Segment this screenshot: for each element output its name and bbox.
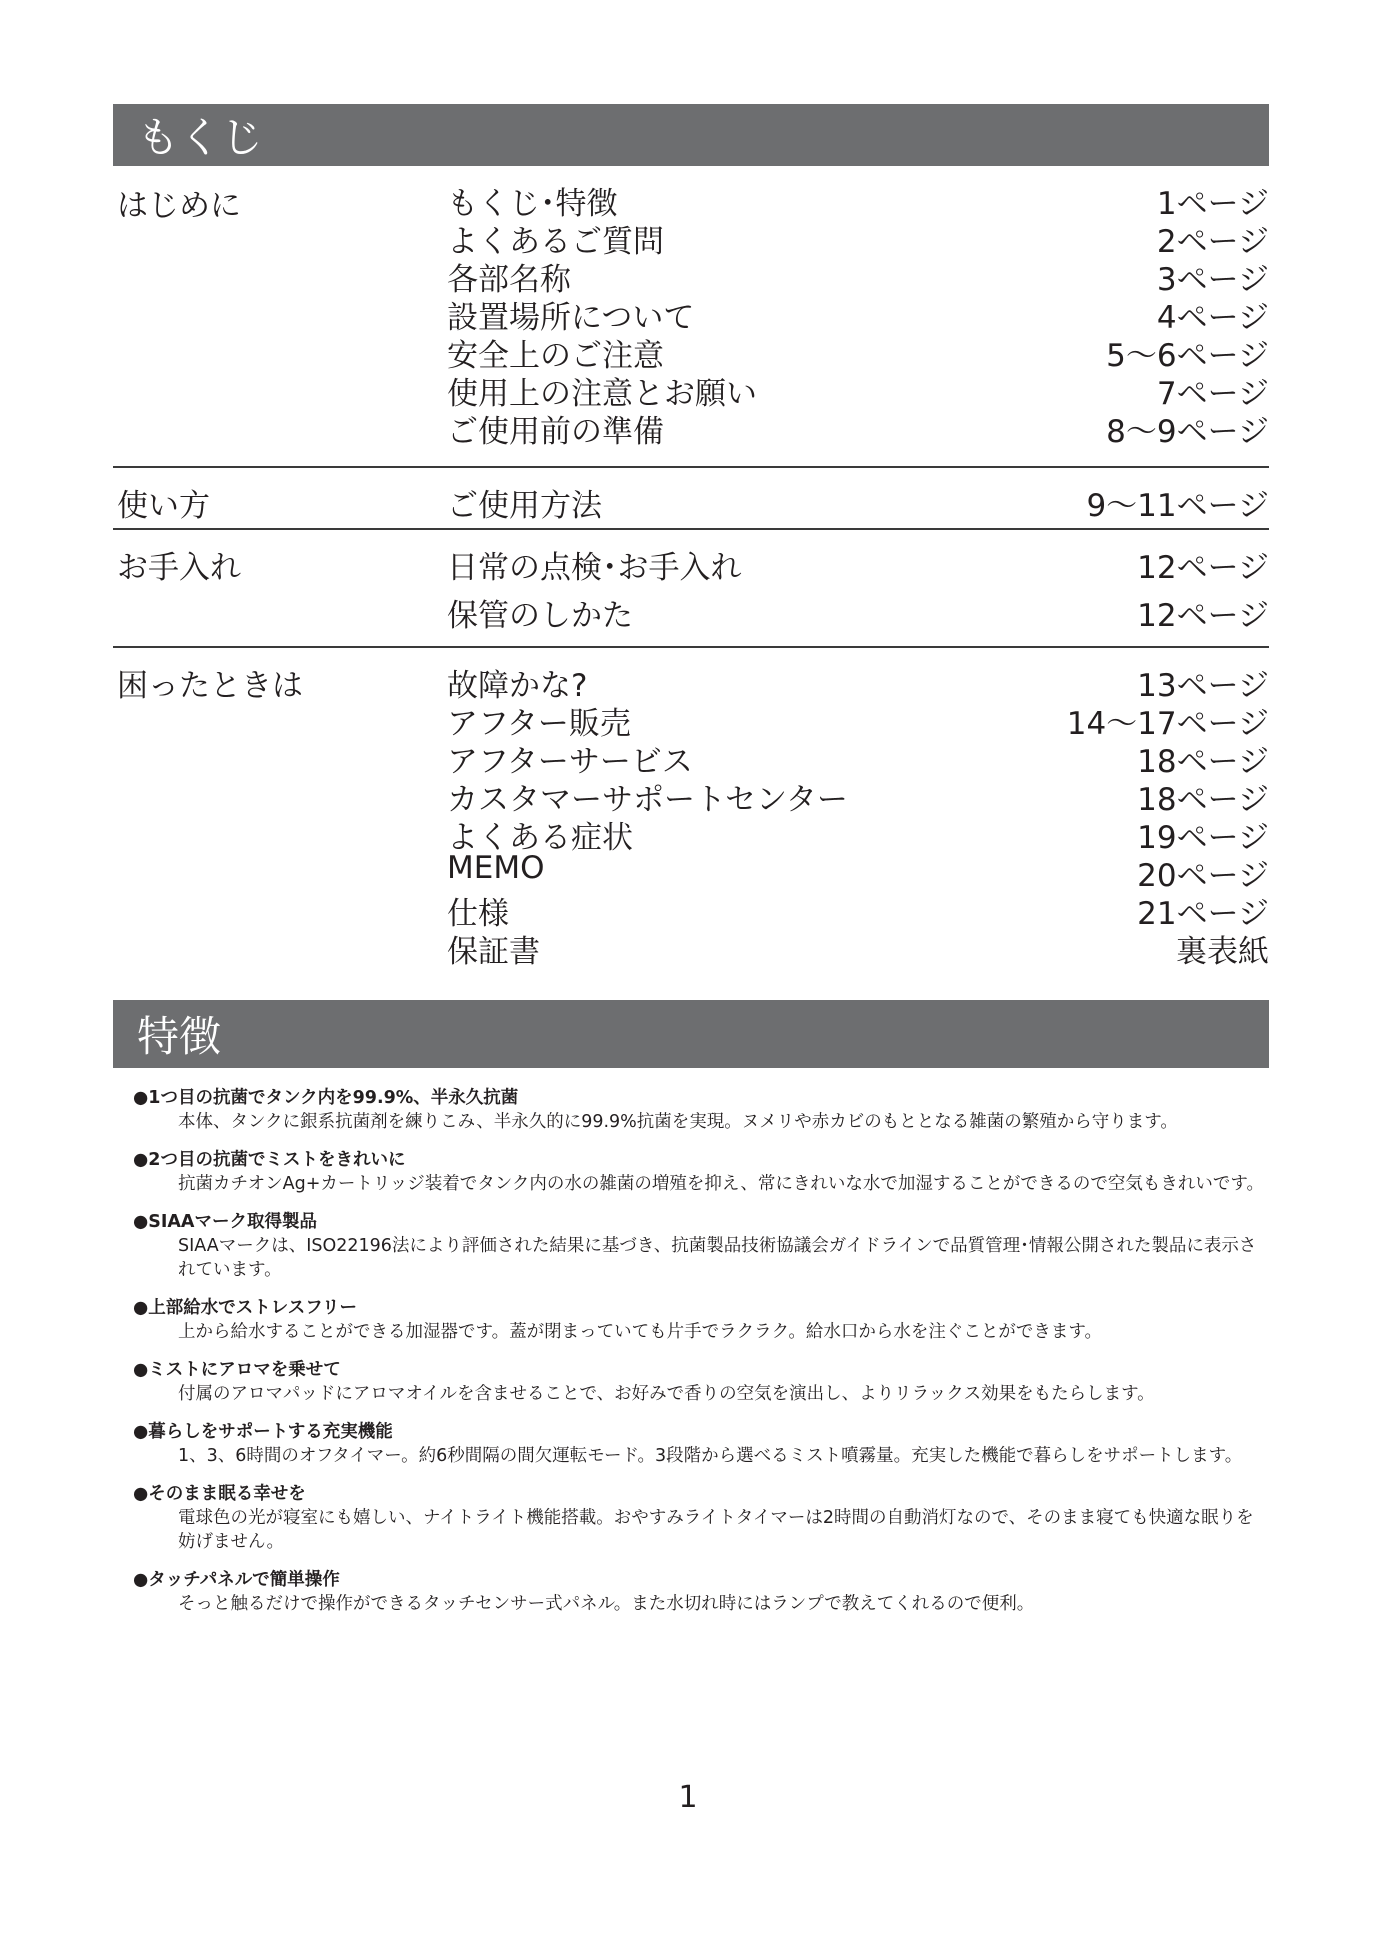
- toc-item-title: ご使用方法: [447, 488, 602, 524]
- toc-item[interactable]: [113, 330, 1269, 374]
- toc-item-page: 12ページ: [1137, 598, 1269, 634]
- toc-item-title: 安全上のご注意: [447, 338, 664, 374]
- toc-item[interactable]: [113, 736, 1269, 780]
- toc-item-title: 設置場所について: [447, 300, 695, 336]
- toc-item[interactable]: [113, 254, 1269, 298]
- toc-item[interactable]: [113, 368, 1269, 412]
- feature-title: ●ミストにアロマを乗せて: [133, 1360, 341, 1380]
- toc-item[interactable]: [113, 774, 1269, 818]
- toc-item-page: 8～9ページ: [1106, 414, 1269, 450]
- feature-title: ●上部給水でストレスフリー: [133, 1298, 358, 1318]
- toc-group-care: [113, 530, 1269, 648]
- toc-item[interactable]: [113, 660, 1269, 704]
- toc-item-title: よくあるご質問: [447, 224, 664, 260]
- toc-item-page: 4ページ: [1156, 300, 1269, 336]
- toc-item[interactable]: [113, 480, 1269, 524]
- toc-group-introduction: [113, 172, 1269, 468]
- toc-item-page: 12ページ: [1137, 550, 1269, 586]
- toc-item-page: 18ページ: [1137, 744, 1269, 780]
- feature-item: [133, 1482, 1283, 1554]
- feature-item: [133, 1210, 1283, 1282]
- toc-category: 困ったときは: [117, 668, 303, 704]
- toc-category: はじめに: [117, 188, 241, 224]
- feature-body: 1、3、6時間のオフタイマー。約6秒間隔の間欠運転モード。3段階から選べるミスト噴霧量。充実した機能で暮らしをサポートします。: [178, 1446, 1243, 1466]
- toc-group-usage: [113, 468, 1269, 530]
- toc-group-troubleshooting: [113, 648, 1269, 968]
- page-number: 1: [678, 1780, 698, 1815]
- toc-item-page: 1ページ: [1156, 186, 1269, 222]
- toc-item-page: 20ページ: [1137, 858, 1269, 894]
- toc-item[interactable]: [113, 926, 1269, 970]
- toc-item[interactable]: [113, 216, 1269, 260]
- feature-body: 上から給水することができる加湿器です。蓋が閉まっていても片手でラクラク。給水口から水を注ぐことができます。: [178, 1322, 1102, 1342]
- features-list: [133, 1086, 1283, 1630]
- toc-item-title: カスタマーサポートセンター: [447, 782, 848, 818]
- table-of-contents: [113, 172, 1269, 968]
- feature-item: [133, 1296, 1283, 1344]
- toc-item-title: 保証書: [447, 934, 540, 970]
- toc-item-title: 故障かな?: [447, 668, 588, 704]
- toc-item-title: よくある症状: [447, 820, 633, 856]
- toc-item[interactable]: [113, 542, 1269, 590]
- toc-item-title: アフターサービス: [447, 744, 693, 780]
- feature-title: ●2つ目の抗菌でミストをきれいに: [133, 1150, 406, 1170]
- toc-item-page: 7ページ: [1156, 376, 1269, 412]
- toc-category: お手入れ: [117, 550, 241, 586]
- toc-item-page: 3ページ: [1156, 262, 1269, 298]
- toc-item[interactable]: [113, 812, 1269, 856]
- toc-item-title: 使用上の注意とお願い: [447, 376, 757, 412]
- feature-body: 付属のアロマパッドにアロマオイルを含ませることで、お好みで香りの空気を演出し、よりリラックス効果をもたらします。: [178, 1384, 1155, 1404]
- toc-item-title: 仕様: [447, 896, 509, 932]
- toc-item-title: 日常の点検･お手入れ: [447, 550, 742, 586]
- toc-item-page: 9～11ページ: [1086, 488, 1269, 524]
- toc-item[interactable]: [113, 850, 1269, 894]
- features-heading: 特徴: [113, 1000, 1269, 1068]
- toc-item-page: 21ページ: [1137, 896, 1269, 932]
- feature-title: ●SIAAマーク取得製品: [133, 1212, 317, 1232]
- toc-item[interactable]: [113, 698, 1269, 742]
- feature-body: そっと触るだけで操作ができるタッチセンサー式パネル。また水切れ時にはランプで教えてくれるので便利。: [178, 1594, 1035, 1614]
- toc-heading: もくじ: [113, 104, 1269, 166]
- feature-item: [133, 1358, 1283, 1406]
- toc-item[interactable]: [113, 178, 1269, 222]
- toc-item[interactable]: [113, 590, 1269, 634]
- feature-item: [133, 1086, 1283, 1134]
- toc-item[interactable]: [113, 888, 1269, 932]
- feature-title: ●1つ目の抗菌でタンク内を99.9%、半永久抗菌: [133, 1088, 519, 1108]
- toc-item-page: 2ページ: [1156, 224, 1269, 260]
- toc-item-page: 19ページ: [1137, 820, 1269, 856]
- feature-body: 本体、タンクに銀系抗菌剤を練りこみ、半永久的に99.9%抗菌を実現。ヌメリや赤カビのもととなる雑菌の繁殖から守ります。: [178, 1112, 1178, 1132]
- toc-item-page: 13ページ: [1137, 668, 1269, 704]
- feature-item: [133, 1568, 1283, 1616]
- toc-item-title: 各部名称: [447, 262, 571, 298]
- toc-item-page: 18ページ: [1137, 782, 1269, 818]
- feature-item: [133, 1420, 1283, 1468]
- toc-item[interactable]: [113, 292, 1269, 336]
- feature-body: SIAAマークは、ISO22196法により評価された結果に基づき、抗菌製品技術協議会ガイドラインで品質管理･情報公開された製品に表示されています。: [178, 1236, 1257, 1280]
- toc-item-title: ご使用前の準備: [447, 414, 664, 450]
- toc-item-title: MEMO: [447, 850, 545, 886]
- toc-item-page: 裏表紙: [1176, 934, 1269, 970]
- feature-title: ●暮らしをサポートする充実機能: [133, 1422, 393, 1442]
- feature-title: ●そのまま眠る幸せを: [133, 1484, 306, 1504]
- toc-item-page: 14～17ページ: [1066, 706, 1269, 742]
- toc-item-page: 5～6ページ: [1106, 338, 1269, 374]
- feature-body: 抗菌カチオンAg+カートリッジ装着でタンク内の水の雑菌の増殖を抑え、常にきれいな水で加湿することができるので空気もきれいです。: [178, 1174, 1264, 1194]
- feature-item: [133, 1148, 1283, 1196]
- toc-item[interactable]: [113, 406, 1269, 450]
- toc-item-title: もくじ･特徴: [447, 186, 618, 222]
- feature-body: 電球色の光が寝室にも嬉しい、ナイトライト機能搭載。おやすみライトタイマーは2時間の自動消灯なので、そのまま寝ても快適な眠りを妨げません。: [178, 1508, 1254, 1552]
- toc-category: 使い方: [117, 488, 210, 524]
- feature-title: ●タッチパネルで簡単操作: [133, 1570, 340, 1590]
- toc-item-title: 保管のしかた: [447, 598, 633, 634]
- toc-item-title: アフター販売: [447, 706, 631, 742]
